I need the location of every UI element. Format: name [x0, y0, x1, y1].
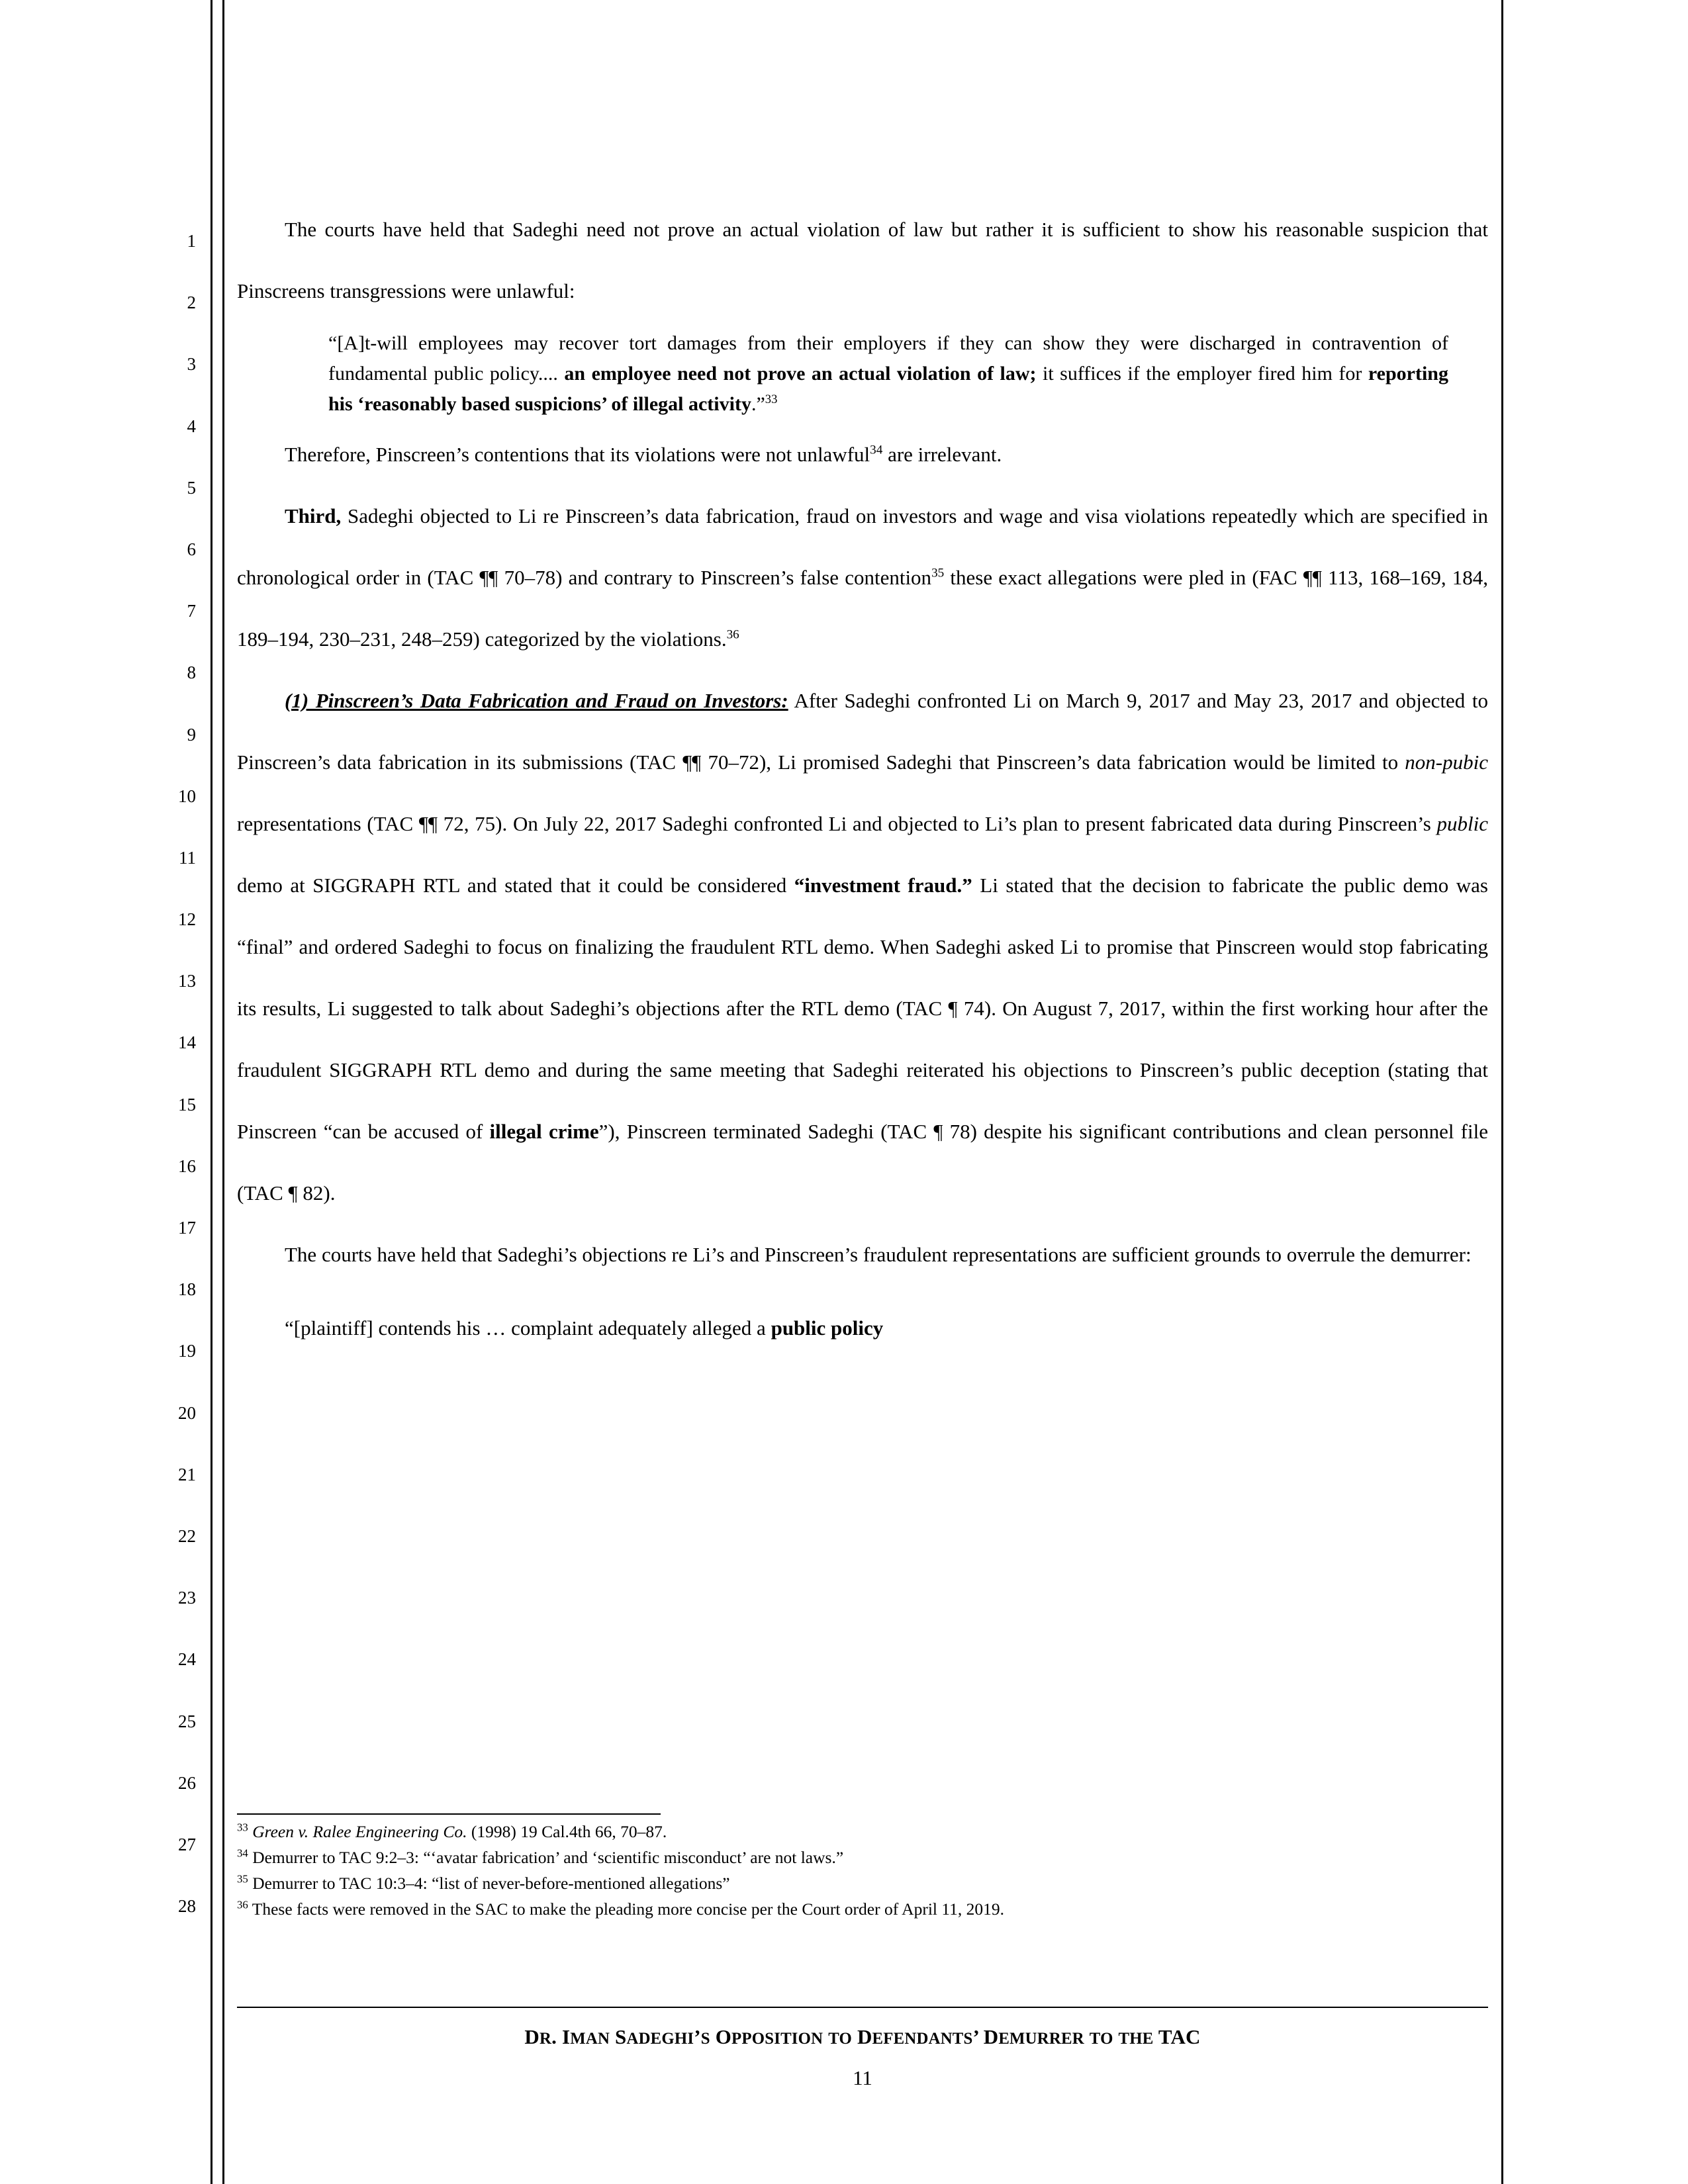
- paragraph-data-fabrication: [237, 670, 1488, 1224]
- paragraph-text-cont: are irrelevant.: [882, 443, 1002, 466]
- page-footer: [237, 2007, 1488, 2090]
- page-number: 11: [853, 2066, 872, 2089]
- line-number: 13: [178, 971, 196, 991]
- footnote-text: These facts were removed in the SAC to make the pleading more concise per the Court order of April 11, 2019.: [252, 1899, 1005, 1919]
- paragraph-courts-held-two: [237, 1224, 1488, 1285]
- italic-public: public: [1436, 812, 1488, 835]
- footnote-number: 36: [237, 1898, 248, 1911]
- footnote-33: [237, 1819, 1488, 1844]
- footnote-divider: [237, 1813, 661, 1815]
- paragraph-text-three: demo at SIGGRAPH RTL and stated that it could be considered: [237, 874, 794, 897]
- paragraph-text: Sadeghi objected to Li re Pinscreen’s data fabrication, fraud on investors and wage and visa violations repeatedly which are specified in chronological order in (TAC ¶¶ 70–78) and contrary to Pinscreen’s false contention: [237, 504, 1488, 589]
- line-number: 20: [178, 1402, 196, 1423]
- quote-text-mid: it suffices if the employer fired him for: [1036, 363, 1368, 385]
- line-number: 1: [187, 231, 196, 251]
- footnote-34: [237, 1844, 1488, 1870]
- footnote-text: Demurrer to TAC 9:2–3: “‘avatar fabrication’ and ‘scientific misconduct’ are not laws.”: [252, 1848, 844, 1867]
- footer-title-text: DR. IMAN SADEGHI’S OPPOSITION TO DEFENDANTS’ DEMURRER TO THE TAC: [524, 2025, 1201, 2048]
- paragraph-text: After Sadeghi confronted Li on March 9, 2017 and May 23, 2017 and objected to Pinscreen’s data fabrication in its submissions (TAC ¶¶ 70–72), Li promised Sadeghi that Pinscreen’s data fabrication would be limited to: [237, 689, 1488, 774]
- document-body: [237, 199, 1488, 1359]
- line-number: 5: [187, 477, 196, 498]
- paragraph-text: Therefore, Pinscreen’s contentions that its violations were not unlawful: [285, 443, 870, 466]
- line-number: 11: [179, 847, 196, 868]
- footnote-number: 35: [237, 1872, 248, 1886]
- quote-bold-two: reporting his ‘reasonably based suspicions’ of illegal activity: [328, 363, 1448, 415]
- italic-non-pubic: non-pubic: [1405, 751, 1488, 774]
- line-number: 19: [178, 1341, 196, 1361]
- line-number: 16: [178, 1156, 196, 1176]
- footnote-case-name: Green v. Ralee Engineering Co.: [252, 1822, 467, 1841]
- left-margin-rule-outer: [211, 0, 212, 2184]
- line-number: 8: [187, 662, 196, 683]
- line-number: 27: [178, 1834, 196, 1854]
- line-number: 14: [178, 1032, 196, 1053]
- bold-illegal-crime: illegal crime: [489, 1120, 599, 1143]
- line-number: 15: [178, 1094, 196, 1115]
- line-number: 6: [187, 539, 196, 559]
- paragraph-third: [237, 485, 1488, 670]
- footnote-marker-36: 36: [726, 627, 739, 642]
- paragraph-text-cont: s transgressions were unlawful:: [316, 279, 575, 302]
- footer-divider: [237, 2007, 1488, 2008]
- line-number: 23: [178, 1588, 196, 1608]
- quote-text-end: .”: [751, 393, 765, 415]
- line-number: 21: [178, 1464, 196, 1484]
- footnote-36: [237, 1896, 1488, 1922]
- paragraph-text-cont: these exact allegations were pled in (FAC ¶¶ 113, 168–169, 184, 189–194, 230–231, 248–259) categorized by the violations.: [237, 566, 1488, 651]
- subheading-data-fabrication: (1) Pinscreen’s Data Fabrication and Fraud on Investors:: [285, 689, 788, 712]
- paragraph-text-two: representations (TAC ¶¶ 72, 75). On July 22, 2017 Sadeghi confronted Li and objected to Li’s plan to present fabricated data during Pinscreen’s: [237, 812, 1437, 835]
- bold-investment-fraud: “investment fraud.”: [794, 874, 972, 897]
- quote-bold-public-policy: public policy: [771, 1316, 884, 1340]
- right-margin-rule: [1501, 0, 1503, 2184]
- line-number: 4: [187, 416, 196, 436]
- left-margin-rule-inner: [222, 0, 224, 2184]
- footnote-number: 33: [237, 1821, 248, 1834]
- line-number: 26: [178, 1772, 196, 1793]
- line-number: 12: [178, 909, 196, 930]
- line-number: 7: [187, 601, 196, 621]
- line-number-column: [154, 210, 196, 1937]
- footnote-number: 34: [237, 1846, 248, 1860]
- line-number: 2: [187, 293, 196, 313]
- footnote-marker-35: 35: [931, 566, 945, 580]
- line-number: 10: [178, 786, 196, 806]
- footnote-35: [237, 1870, 1488, 1896]
- blockquote-plaintiff-contends: [237, 1297, 1488, 1359]
- line-number: 3: [187, 354, 196, 375]
- paragraph-text-four: Li stated that the decision to fabricate the public demo was “final” and ordered Sadeghi to focus on finalizing the fraudulent RTL demo. When Sadeghi asked Li to promise that Pinscreen would stop fabricating its results, Li suggested to talk about Sadeghi’s objections after the RTL demo (TAC ¶ 74). On August 7, 2017, within the first working hour after the fraudulent SIGGRAPH RTL demo and during the same meeting that Sadeghi reiterated his objections to Pinscreen’s public deception (stating that Pinscreen “can be accused of: [237, 874, 1488, 1143]
- footnote-text: Demurrer to TAC 10:3–4: “list of never-before-mentioned allegations”: [252, 1874, 730, 1893]
- footnote-text: (1998) 19 Cal.4th 66, 70–87.: [467, 1822, 667, 1841]
- line-number: 17: [178, 1218, 196, 1238]
- paragraph-text-five: ”), Pinscreen terminated Sadeghi (TAC ¶ 78) despite his significant contributions and clean personnel file (TAC ¶ 82).: [237, 1120, 1488, 1205]
- quote-bold-one: an employee need not prove an actual violation of law;: [564, 363, 1037, 385]
- footnote-section: [237, 1813, 1488, 1922]
- line-number: 25: [178, 1711, 196, 1731]
- line-number: 28: [178, 1896, 196, 1917]
- paragraph-text: The courts have held that Sadeghi’s objections re Li’s and Pinscreen’s fraudulent representations are sufficient grounds to overrule the demurrer:: [285, 1243, 1472, 1266]
- line-number: 9: [187, 724, 196, 745]
- blockquote-green-v-ralee: [237, 328, 1488, 420]
- line-number: 24: [178, 1649, 196, 1670]
- footer-title: [237, 2025, 1488, 2049]
- quote-text-lead: “[plaintiff] contends his … complaint adequately alleged a: [285, 1316, 771, 1340]
- footnote-marker-33: 33: [765, 392, 778, 406]
- paragraph-text: The courts have held that Sadeghi need not prove an actual violation of law but rather it is sufficient to show his reasonable suspicion that Pinscreen: [237, 218, 1488, 302]
- line-number: 22: [178, 1525, 196, 1546]
- paragraph-courts-held: [237, 199, 1488, 322]
- quote-text-lead: “[A]t-will employees may recover tort damages from their employers if they can show they were discharged in contravention of fundamental public policy....: [328, 332, 1448, 385]
- footnote-marker-34: 34: [870, 443, 883, 457]
- paragraph-lead-bold: Third,: [285, 504, 342, 527]
- line-number: 18: [178, 1279, 196, 1300]
- paragraph-therefore: [237, 424, 1488, 485]
